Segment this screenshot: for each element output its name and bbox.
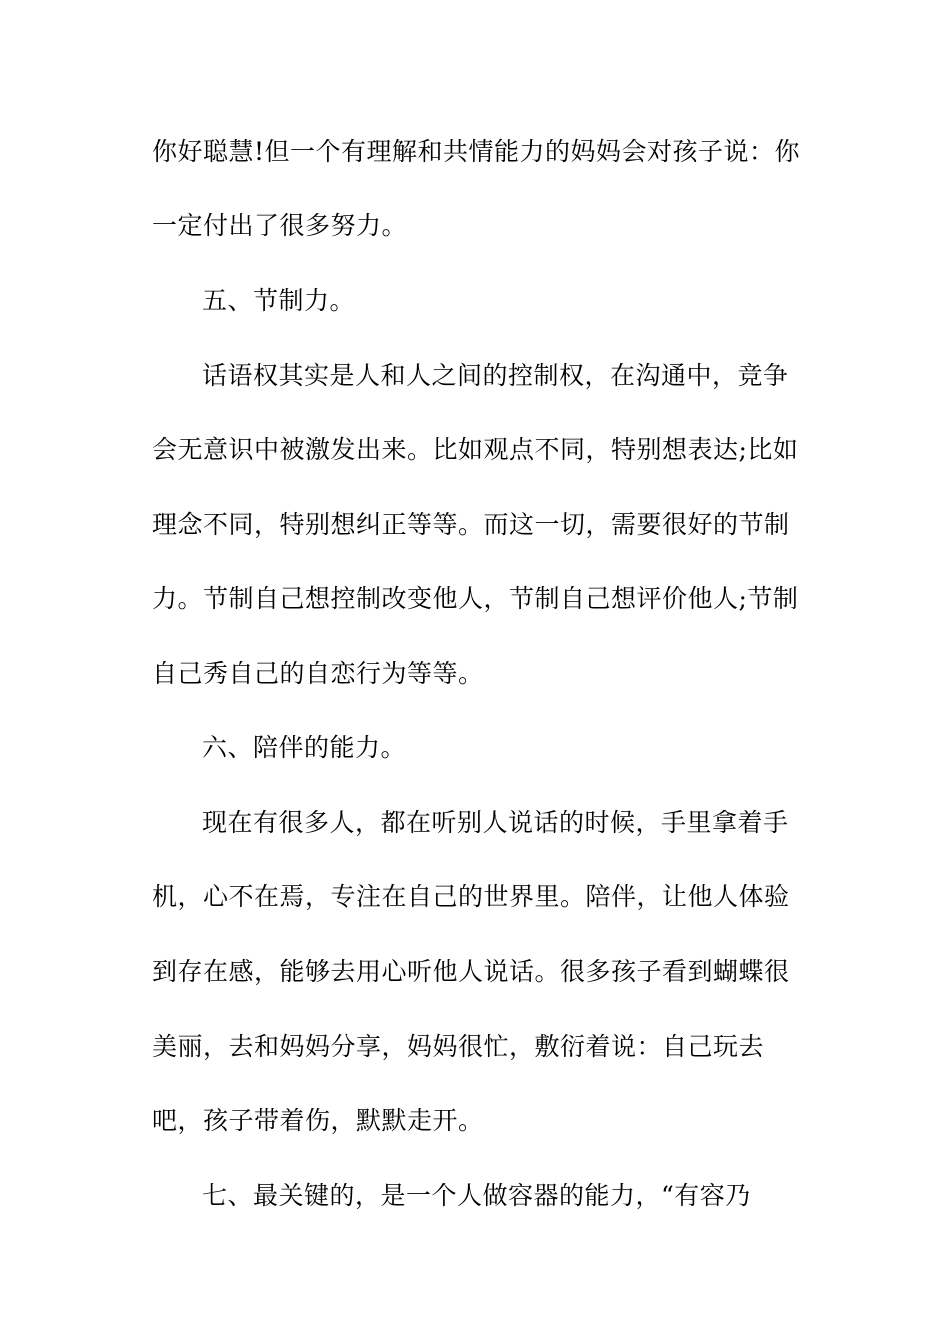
section-heading-7: 七、最关键的，是一个人做容器的能力，“有容乃 (202, 1181, 751, 1210)
text-line: 到存在感，能够去用心听他人说话。很多孩子看到蝴蝶很 (152, 957, 790, 986)
text-line: 自己秀自己的自恋行为等等。 (152, 659, 484, 688)
section-heading-6: 六、陪伴的能力。 (202, 733, 407, 762)
text-line: 吧，孩子带着伤，默默走开。 (152, 1106, 484, 1135)
section-heading-5: 五、节制力。 (202, 286, 356, 315)
text-line: 理念不同，特别想纠正等等。而这一切，需要很好的节制 (152, 510, 790, 539)
text-line: 会无意识中被激发出来。比如观点不同，特别想表达;比如 (152, 435, 799, 464)
text-line: 机，心不在焉，专注在自己的世界里。陪伴，让他人体验 (152, 882, 790, 911)
text-line: 美丽，去和妈妈分享，妈妈很忙，敷衍着说：自己玩去 (152, 1032, 765, 1061)
text-line: 话语权其实是人和人之间的控制权，在沟通中，竞争 (202, 361, 789, 390)
text-line: 一定付出了很多努力。 (152, 211, 408, 240)
text-line: 现在有很多人，都在听别人说话的时候，手里拿着手 (202, 808, 789, 837)
text-line: 力。节制自己想控制改变他人，节制自己想评价他人;节制 (152, 584, 799, 613)
text-line: 你好聪慧!但一个有理解和共情能力的妈妈会对孩子说：你 (152, 137, 801, 166)
